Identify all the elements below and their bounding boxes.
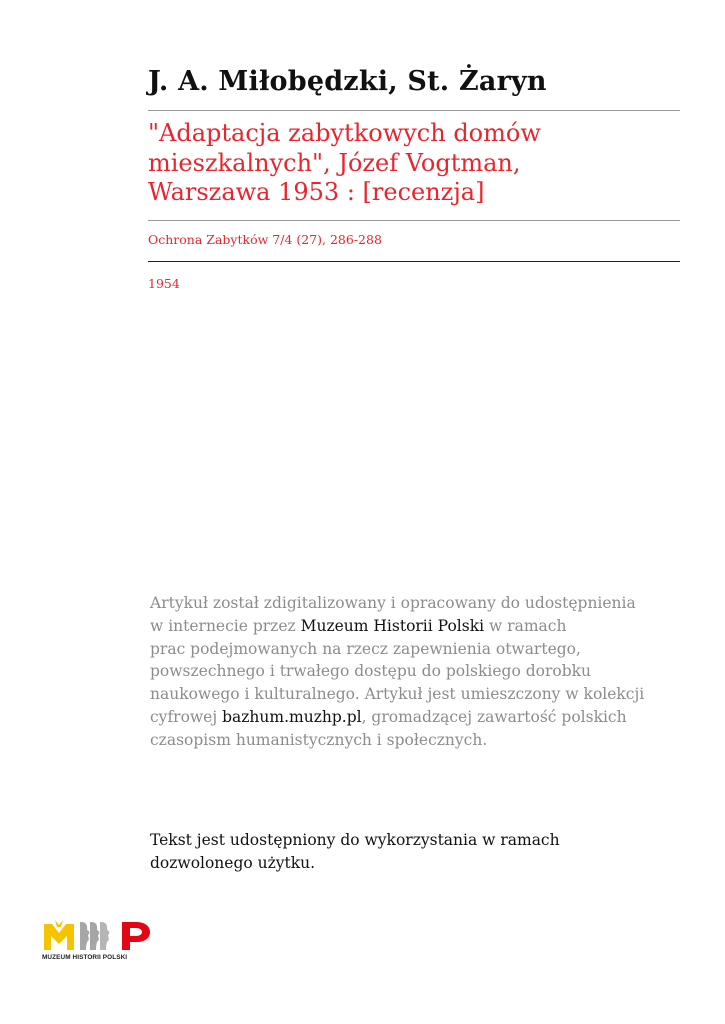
license-notice — [150, 829, 670, 875]
divider-middle — [148, 220, 680, 221]
title-line: Warszawa 1953 : [recenzja] — [148, 178, 485, 206]
divider-bottom — [148, 261, 680, 262]
license-line: dozwolonego użytku. — [150, 854, 316, 872]
notice-line: prac podejmowanych na rzecz zapewnienia otwartego, — [150, 639, 581, 658]
article-title — [148, 119, 688, 208]
notice-line — [150, 706, 670, 729]
notice-line: naukowego i kulturalnego. Artykuł jest umieszczony w kolekcji — [150, 685, 645, 704]
bazhum-link[interactable]: bazhum.muzhp.pl — [222, 707, 362, 726]
museum-link[interactable]: Muzeum Historii Polski — [300, 616, 485, 635]
notice-line: powszechnego i trwałego dostępu do polskiego dorobku — [150, 662, 592, 681]
notice-text: , gromadzącej zawartość polskich — [361, 707, 627, 726]
museum-logo-text: MUZEUM HISTORII POLSKI — [42, 954, 128, 961]
publication-year: 1954 — [148, 276, 180, 291]
notice-text: w ramach — [484, 616, 567, 635]
notice-line: Artykuł został zdigitalizowany i opracowany do udostępnienia — [150, 594, 636, 612]
notice-text: cyfrowej — [150, 707, 223, 726]
digitization-notice — [150, 592, 670, 752]
museum-logo — [42, 918, 162, 968]
license-line: Tekst jest udostępniony do wykorzystania w ramach — [150, 831, 560, 849]
title-line: "Adaptacja zabytkowych domów — [148, 119, 541, 147]
author-names: J. A. Miłobędzki, St. Żaryn — [148, 66, 547, 97]
museum-logo-icon — [42, 918, 154, 952]
notice-line: czasopism humanistycznych i społecznych. — [150, 730, 488, 749]
journal-source: Ochrona Zabytków 7/4 (27), 286-288 — [148, 232, 382, 247]
notice-text: w internecie przez — [150, 616, 301, 635]
notice-line — [150, 615, 670, 638]
divider-top — [148, 110, 680, 111]
title-line: mieszkalnych", Józef Vogtman, — [148, 148, 521, 177]
